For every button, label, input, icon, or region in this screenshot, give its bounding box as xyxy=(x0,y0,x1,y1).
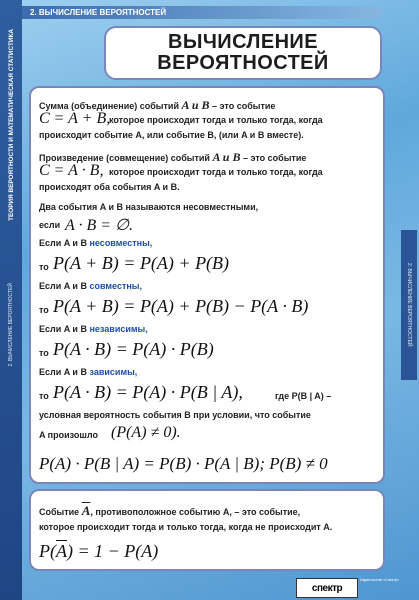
case3-word: независимы, xyxy=(89,324,148,334)
sidebar-left-label xyxy=(1,235,21,415)
prod-line1-text: Произведение (совмещение) событий xyxy=(39,153,210,163)
case3-to: то xyxy=(39,348,49,358)
incomp-formula: A · B = ∅. xyxy=(65,217,133,234)
case4-to: то xyxy=(39,391,49,401)
prod-line1-end: – это событие xyxy=(243,153,307,163)
publisher-imprint: Издательство «Спектр» xyxy=(360,578,399,582)
case4-word: зависимы, xyxy=(89,367,138,377)
sum-line2: которое происходит тогда и только тогда, когда xyxy=(109,115,323,125)
case2-label xyxy=(39,281,142,291)
case4-formula: P(A · B) = P(A) · P(B | A), xyxy=(53,382,243,402)
case1-to: то xyxy=(39,262,49,272)
prod-vars: A и B xyxy=(212,150,241,164)
complement-formula-right: ) = 1 − P(A) xyxy=(67,541,159,561)
title-line2: ВЕРОЯТНОСТЕЙ xyxy=(157,52,329,74)
prod-formula: C = A · B, xyxy=(39,162,104,179)
case3-formula: P(A · B) = P(A) · P(B) xyxy=(53,339,214,359)
sidebar-title-text: ТЕОРИЯ ВЕРОЯТНОСТИ И МАТЕМАТИЧЕСКАЯ СТАТИСТИКА xyxy=(7,29,15,221)
complement-formula-left: P( xyxy=(39,541,56,561)
cond-formula: (P(A) ≠ 0). xyxy=(111,424,181,441)
sidebar-title xyxy=(1,20,21,230)
sum-line1-end: – это событие xyxy=(212,101,276,111)
complement-mid: , противоположное событию A, – это событие, xyxy=(90,507,301,517)
incomp-line1: Два события A и B называются несовместными, xyxy=(39,202,259,212)
complement-line1 xyxy=(39,503,300,519)
publisher-logo-text: спектр xyxy=(311,582,343,594)
sum-vars: A и B xyxy=(181,98,210,112)
publisher-logo xyxy=(296,578,358,598)
section-header xyxy=(22,6,382,19)
complement-start: Событие xyxy=(39,507,80,517)
sidebar xyxy=(0,0,22,600)
complement-formula-a-bar: $\overline{A}$ xyxy=(56,541,67,561)
sum-line1-text: Сумма (объединение) событий xyxy=(39,101,179,111)
complement-line2: которое происходит тогда и только тогда, когда не происходит A. xyxy=(39,522,333,532)
sidebar-left-label-text: 2. ВЫЧИСЛЕНИЕ ВЕРОЯТНОСТЕЙ xyxy=(8,283,14,367)
cond-line2: A произошло xyxy=(39,430,98,440)
prod-line2: которое происходит тогда и только тогда, когда xyxy=(109,167,323,177)
case2-to: то xyxy=(39,305,49,315)
sum-line3: происходит событие A, или событие B, (или A и B вместе). xyxy=(39,130,304,140)
right-edge-label-text: 2. ВЫЧИСЛЕНИЕ ВЕРОЯТНОСТЕЙ xyxy=(406,263,412,347)
main-content-box xyxy=(29,86,385,484)
right-edge-label xyxy=(401,230,417,380)
incomp-line2: если xyxy=(39,220,61,230)
title-line1: ВЫЧИСЛЕНИЕ xyxy=(168,31,318,53)
cond-line1: условная вероятность события B при условии, что событие xyxy=(39,410,311,420)
case1-label-text: Если A и B xyxy=(39,238,87,248)
sum-formula: C = A + B, xyxy=(39,110,111,127)
case4-where: где P(B | A) – xyxy=(275,391,332,401)
complement-a-bar: $\overline{A}$ xyxy=(81,503,91,518)
case3-label-text: Если A и B xyxy=(39,324,87,334)
prod-line3: происходят оба события A и B. xyxy=(39,182,180,192)
case4-label-text: Если A и B xyxy=(39,367,87,377)
complement-formula xyxy=(39,541,158,562)
case1-word: несовместны, xyxy=(89,238,153,248)
case4-label xyxy=(39,367,137,377)
case2-label-text: Если A и B xyxy=(39,281,87,291)
case2-formula: P(A + B) = P(A) + P(B) − P(A · B) xyxy=(53,296,309,316)
section-header-text: 2. ВЫЧИСЛЕНИЕ ВЕРОЯТНОСТЕЙ xyxy=(30,8,167,17)
case1-label xyxy=(39,238,152,248)
page-title xyxy=(104,26,382,80)
case1-formula: P(A + B) = P(A) + P(B) xyxy=(53,253,230,273)
case2-word: совместны, xyxy=(89,281,142,291)
final-formula: P(A) · P(B | A) = P(B) · P(A | B); P(B) ≠ 0 xyxy=(39,454,328,473)
case3-label xyxy=(39,324,148,334)
complement-box xyxy=(29,489,385,571)
